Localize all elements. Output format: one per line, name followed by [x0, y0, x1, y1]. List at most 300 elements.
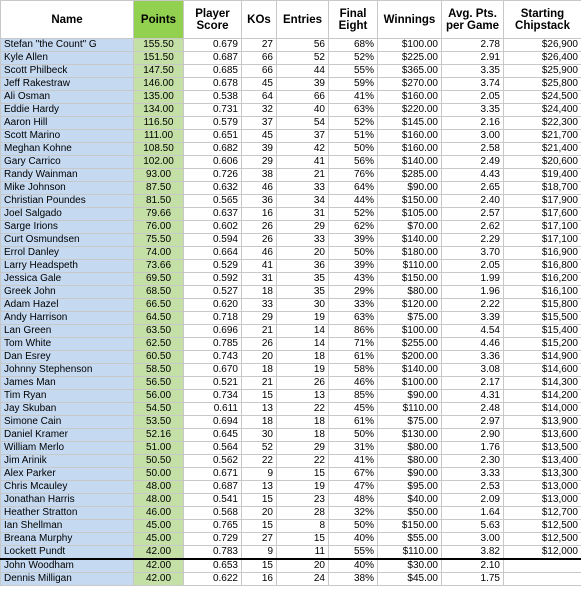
- cell-score[interactable]: 0.568: [184, 507, 242, 520]
- cell-entries[interactable]: 39: [277, 78, 329, 91]
- cell-score[interactable]: 0.670: [184, 364, 242, 377]
- cell-points[interactable]: 155.50: [134, 39, 184, 52]
- cell-winnings[interactable]: $225.00: [378, 52, 442, 65]
- cell-winnings[interactable]: $150.00: [378, 195, 442, 208]
- cell-winnings[interactable]: $110.00: [378, 260, 442, 273]
- cell-winnings[interactable]: $110.00: [378, 546, 442, 560]
- cell-chip[interactable]: $13,000: [504, 494, 581, 507]
- cell-kos[interactable]: 32: [242, 104, 277, 117]
- cell-final[interactable]: 39%: [329, 260, 378, 273]
- cell-kos[interactable]: 9: [242, 468, 277, 481]
- cell-score[interactable]: 0.529: [184, 260, 242, 273]
- cell-winnings[interactable]: $180.00: [378, 247, 442, 260]
- cell-chip[interactable]: $16,100: [504, 286, 581, 299]
- header-starting-chipstack[interactable]: Starting Chipstack: [504, 1, 581, 39]
- cell-points[interactable]: 79.66: [134, 208, 184, 221]
- cell-final[interactable]: 61%: [329, 351, 378, 364]
- cell-name[interactable]: Scott Marino: [1, 130, 134, 143]
- cell-points[interactable]: 135.00: [134, 91, 184, 104]
- cell-avg[interactable]: 2.29: [442, 234, 504, 247]
- cell-name[interactable]: Jeff Rakestraw: [1, 78, 134, 91]
- cell-winnings[interactable]: $150.00: [378, 520, 442, 533]
- cell-winnings[interactable]: $200.00: [378, 351, 442, 364]
- cell-avg[interactable]: 1.76: [442, 442, 504, 455]
- cell-points[interactable]: 42.00: [134, 559, 184, 573]
- cell-name[interactable]: Larry Headspeth: [1, 260, 134, 273]
- cell-winnings[interactable]: $130.00: [378, 429, 442, 442]
- cell-kos[interactable]: 36: [242, 195, 277, 208]
- cell-points[interactable]: 46.00: [134, 507, 184, 520]
- cell-winnings[interactable]: $80.00: [378, 455, 442, 468]
- cell-points[interactable]: 134.00: [134, 104, 184, 117]
- cell-kos[interactable]: 27: [242, 39, 277, 52]
- cell-avg[interactable]: 3.82: [442, 546, 504, 560]
- cell-name[interactable]: Scott Philbeck: [1, 65, 134, 78]
- cell-points[interactable]: 111.00: [134, 130, 184, 143]
- cell-score[interactable]: 0.671: [184, 468, 242, 481]
- cell-kos[interactable]: 37: [242, 117, 277, 130]
- cell-points[interactable]: 93.00: [134, 169, 184, 182]
- cell-score[interactable]: 0.718: [184, 312, 242, 325]
- cell-kos[interactable]: 27: [242, 533, 277, 546]
- cell-kos[interactable]: 15: [242, 520, 277, 533]
- cell-chip[interactable]: $17,100: [504, 234, 581, 247]
- cell-chip[interactable]: $25,800: [504, 78, 581, 91]
- cell-score[interactable]: 0.687: [184, 52, 242, 65]
- cell-final[interactable]: 59%: [329, 78, 378, 91]
- cell-points[interactable]: 151.50: [134, 52, 184, 65]
- cell-winnings[interactable]: $95.00: [378, 481, 442, 494]
- cell-entries[interactable]: 37: [277, 130, 329, 143]
- cell-entries[interactable]: 29: [277, 221, 329, 234]
- cell-final[interactable]: 61%: [329, 416, 378, 429]
- cell-winnings[interactable]: $90.00: [378, 182, 442, 195]
- cell-name[interactable]: Alex Parker: [1, 468, 134, 481]
- cell-name[interactable]: Ian Shellman: [1, 520, 134, 533]
- cell-chip[interactable]: $19,400: [504, 169, 581, 182]
- cell-entries[interactable]: 30: [277, 299, 329, 312]
- cell-avg[interactable]: 4.46: [442, 338, 504, 351]
- cell-chip[interactable]: $15,800: [504, 299, 581, 312]
- cell-avg[interactable]: 3.35: [442, 104, 504, 117]
- cell-kos[interactable]: 18: [242, 364, 277, 377]
- cell-name[interactable]: Christian Poundes: [1, 195, 134, 208]
- cell-winnings[interactable]: $150.00: [378, 273, 442, 286]
- cell-final[interactable]: 41%: [329, 455, 378, 468]
- cell-entries[interactable]: 40: [277, 104, 329, 117]
- cell-points[interactable]: 50.50: [134, 455, 184, 468]
- cell-name[interactable]: Tim Ryan: [1, 390, 134, 403]
- cell-points[interactable]: 73.66: [134, 260, 184, 273]
- cell-avg[interactable]: 2.78: [442, 39, 504, 52]
- cell-points[interactable]: 147.50: [134, 65, 184, 78]
- cell-score[interactable]: 0.632: [184, 182, 242, 195]
- cell-points[interactable]: 53.50: [134, 416, 184, 429]
- cell-final[interactable]: 67%: [329, 468, 378, 481]
- cell-chip[interactable]: $15,500: [504, 312, 581, 325]
- cell-points[interactable]: 52.16: [134, 429, 184, 442]
- cell-kos[interactable]: 16: [242, 208, 277, 221]
- cell-score[interactable]: 0.622: [184, 573, 242, 586]
- cell-kos[interactable]: 15: [242, 494, 277, 507]
- cell-final[interactable]: 55%: [329, 65, 378, 78]
- cell-points[interactable]: 81.50: [134, 195, 184, 208]
- cell-final[interactable]: 58%: [329, 364, 378, 377]
- cell-winnings[interactable]: $160.00: [378, 130, 442, 143]
- cell-final[interactable]: 48%: [329, 494, 378, 507]
- cell-kos[interactable]: 38: [242, 169, 277, 182]
- cell-points[interactable]: 87.50: [134, 182, 184, 195]
- cell-final[interactable]: 29%: [329, 286, 378, 299]
- cell-kos[interactable]: 39: [242, 143, 277, 156]
- cell-final[interactable]: 38%: [329, 573, 378, 586]
- cell-final[interactable]: 31%: [329, 442, 378, 455]
- cell-name[interactable]: Lockett Pundt: [1, 546, 134, 560]
- cell-avg[interactable]: 3.39: [442, 312, 504, 325]
- cell-avg[interactable]: 2.05: [442, 91, 504, 104]
- cell-score[interactable]: 0.565: [184, 195, 242, 208]
- header-name[interactable]: Name: [1, 1, 134, 39]
- cell-avg[interactable]: 2.57: [442, 208, 504, 221]
- cell-final[interactable]: 41%: [329, 91, 378, 104]
- cell-score[interactable]: 0.653: [184, 559, 242, 573]
- cell-avg[interactable]: 2.97: [442, 416, 504, 429]
- cell-entries[interactable]: 14: [277, 325, 329, 338]
- cell-chip[interactable]: [504, 573, 581, 586]
- cell-avg[interactable]: 3.00: [442, 130, 504, 143]
- cell-name[interactable]: Gary Carrico: [1, 156, 134, 169]
- header-player-score[interactable]: Player Score: [184, 1, 242, 39]
- cell-points[interactable]: 45.00: [134, 520, 184, 533]
- cell-final[interactable]: 52%: [329, 208, 378, 221]
- cell-name[interactable]: Curt Osmundsen: [1, 234, 134, 247]
- cell-entries[interactable]: 19: [277, 312, 329, 325]
- cell-entries[interactable]: 56: [277, 39, 329, 52]
- cell-final[interactable]: 76%: [329, 169, 378, 182]
- cell-points[interactable]: 63.50: [134, 325, 184, 338]
- cell-avg[interactable]: 3.33: [442, 468, 504, 481]
- header-entries[interactable]: Entries: [277, 1, 329, 39]
- cell-points[interactable]: 108.50: [134, 143, 184, 156]
- cell-winnings[interactable]: $75.00: [378, 312, 442, 325]
- cell-chip[interactable]: $16,200: [504, 273, 581, 286]
- cell-winnings[interactable]: $75.00: [378, 416, 442, 429]
- cell-avg[interactable]: 2.16: [442, 117, 504, 130]
- cell-name[interactable]: Kyle Allen: [1, 52, 134, 65]
- cell-avg[interactable]: 2.62: [442, 221, 504, 234]
- cell-entries[interactable]: 8: [277, 520, 329, 533]
- cell-score[interactable]: 0.682: [184, 143, 242, 156]
- cell-chip[interactable]: $17,600: [504, 208, 581, 221]
- cell-entries[interactable]: 54: [277, 117, 329, 130]
- header-winnings[interactable]: Winnings: [378, 1, 442, 39]
- cell-avg[interactable]: 3.36: [442, 351, 504, 364]
- cell-winnings[interactable]: $40.00: [378, 494, 442, 507]
- cell-points[interactable]: 56.50: [134, 377, 184, 390]
- cell-score[interactable]: 0.734: [184, 390, 242, 403]
- cell-final[interactable]: 50%: [329, 429, 378, 442]
- cell-entries[interactable]: 22: [277, 403, 329, 416]
- cell-name[interactable]: Errol Danley: [1, 247, 134, 260]
- cell-score[interactable]: 0.606: [184, 156, 242, 169]
- cell-entries[interactable]: 35: [277, 273, 329, 286]
- cell-avg[interactable]: 3.00: [442, 533, 504, 546]
- cell-final[interactable]: 63%: [329, 312, 378, 325]
- cell-final[interactable]: 50%: [329, 247, 378, 260]
- cell-name[interactable]: Breana Murphy: [1, 533, 134, 546]
- cell-points[interactable]: 74.00: [134, 247, 184, 260]
- cell-entries[interactable]: 19: [277, 481, 329, 494]
- cell-winnings[interactable]: $90.00: [378, 390, 442, 403]
- cell-winnings[interactable]: $140.00: [378, 234, 442, 247]
- cell-name[interactable]: Stefan "the Count" G: [1, 39, 134, 52]
- cell-name[interactable]: Randy Wainman: [1, 169, 134, 182]
- cell-final[interactable]: 45%: [329, 403, 378, 416]
- cell-final[interactable]: 85%: [329, 390, 378, 403]
- cell-score[interactable]: 0.785: [184, 338, 242, 351]
- cell-score[interactable]: 0.562: [184, 455, 242, 468]
- cell-kos[interactable]: 46: [242, 182, 277, 195]
- cell-final[interactable]: 55%: [329, 546, 378, 560]
- cell-score[interactable]: 0.637: [184, 208, 242, 221]
- cell-chip[interactable]: $13,500: [504, 442, 581, 455]
- cell-avg[interactable]: 1.96: [442, 286, 504, 299]
- cell-entries[interactable]: 44: [277, 65, 329, 78]
- cell-entries[interactable]: 11: [277, 546, 329, 560]
- cell-kos[interactable]: 21: [242, 325, 277, 338]
- cell-entries[interactable]: 33: [277, 182, 329, 195]
- cell-name[interactable]: Lan Green: [1, 325, 134, 338]
- cell-chip[interactable]: $22,300: [504, 117, 581, 130]
- cell-entries[interactable]: 13: [277, 390, 329, 403]
- cell-chip[interactable]: $13,300: [504, 468, 581, 481]
- cell-kos[interactable]: 15: [242, 559, 277, 573]
- cell-winnings[interactable]: $30.00: [378, 559, 442, 573]
- cell-chip[interactable]: $12,500: [504, 533, 581, 546]
- cell-winnings[interactable]: $220.00: [378, 104, 442, 117]
- cell-winnings[interactable]: $110.00: [378, 403, 442, 416]
- cell-points[interactable]: 60.50: [134, 351, 184, 364]
- cell-entries[interactable]: 15: [277, 468, 329, 481]
- cell-avg[interactable]: 4.43: [442, 169, 504, 182]
- cell-avg[interactable]: 3.08: [442, 364, 504, 377]
- cell-name[interactable]: Daniel Kramer: [1, 429, 134, 442]
- cell-final[interactable]: 43%: [329, 273, 378, 286]
- cell-kos[interactable]: 15: [242, 390, 277, 403]
- cell-final[interactable]: 52%: [329, 117, 378, 130]
- cell-points[interactable]: 102.00: [134, 156, 184, 169]
- cell-chip[interactable]: $17,900: [504, 195, 581, 208]
- cell-entries[interactable]: 15: [277, 533, 329, 546]
- cell-points[interactable]: 64.50: [134, 312, 184, 325]
- cell-avg[interactable]: 2.48: [442, 403, 504, 416]
- cell-score[interactable]: 0.731: [184, 104, 242, 117]
- cell-score[interactable]: 0.783: [184, 546, 242, 560]
- cell-entries[interactable]: 35: [277, 286, 329, 299]
- cell-avg[interactable]: 3.35: [442, 65, 504, 78]
- cell-final[interactable]: 40%: [329, 533, 378, 546]
- cell-winnings[interactable]: $160.00: [378, 143, 442, 156]
- cell-kos[interactable]: 66: [242, 65, 277, 78]
- cell-avg[interactable]: 2.58: [442, 143, 504, 156]
- cell-winnings[interactable]: $270.00: [378, 78, 442, 91]
- cell-winnings[interactable]: $80.00: [378, 442, 442, 455]
- cell-entries[interactable]: 33: [277, 234, 329, 247]
- cell-kos[interactable]: 29: [242, 156, 277, 169]
- cell-chip[interactable]: $13,600: [504, 429, 581, 442]
- cell-name[interactable]: Ali Osman: [1, 91, 134, 104]
- cell-final[interactable]: 47%: [329, 481, 378, 494]
- cell-chip[interactable]: $15,400: [504, 325, 581, 338]
- cell-points[interactable]: 146.00: [134, 78, 184, 91]
- cell-chip[interactable]: $26,400: [504, 52, 581, 65]
- cell-winnings[interactable]: $100.00: [378, 325, 442, 338]
- cell-final[interactable]: 63%: [329, 104, 378, 117]
- cell-avg[interactable]: 1.64: [442, 507, 504, 520]
- cell-points[interactable]: 48.00: [134, 494, 184, 507]
- cell-score[interactable]: 0.645: [184, 429, 242, 442]
- cell-final[interactable]: 50%: [329, 520, 378, 533]
- cell-points[interactable]: 76.00: [134, 221, 184, 234]
- cell-avg[interactable]: 4.31: [442, 390, 504, 403]
- cell-entries[interactable]: 24: [277, 573, 329, 586]
- cell-kos[interactable]: 46: [242, 247, 277, 260]
- cell-winnings[interactable]: $70.00: [378, 221, 442, 234]
- cell-chip[interactable]: $14,900: [504, 351, 581, 364]
- cell-avg[interactable]: 2.90: [442, 429, 504, 442]
- cell-final[interactable]: 46%: [329, 377, 378, 390]
- cell-score[interactable]: 0.521: [184, 377, 242, 390]
- header-final-eight[interactable]: Final Eight: [329, 1, 378, 39]
- cell-kos[interactable]: 22: [242, 455, 277, 468]
- cell-kos[interactable]: 41: [242, 260, 277, 273]
- cell-final[interactable]: 32%: [329, 507, 378, 520]
- cell-kos[interactable]: 16: [242, 573, 277, 586]
- cell-kos[interactable]: 26: [242, 221, 277, 234]
- cell-score[interactable]: 0.685: [184, 65, 242, 78]
- cell-winnings[interactable]: $140.00: [378, 156, 442, 169]
- cell-final[interactable]: 62%: [329, 221, 378, 234]
- cell-points[interactable]: 48.00: [134, 481, 184, 494]
- cell-kos[interactable]: 9: [242, 546, 277, 560]
- cell-score[interactable]: 0.541: [184, 494, 242, 507]
- cell-score[interactable]: 0.564: [184, 442, 242, 455]
- cell-kos[interactable]: 26: [242, 338, 277, 351]
- cell-name[interactable]: Heather Stratton: [1, 507, 134, 520]
- cell-final[interactable]: 52%: [329, 52, 378, 65]
- cell-avg[interactable]: 4.54: [442, 325, 504, 338]
- cell-points[interactable]: 51.00: [134, 442, 184, 455]
- cell-entries[interactable]: 21: [277, 169, 329, 182]
- cell-entries[interactable]: 20: [277, 247, 329, 260]
- cell-kos[interactable]: 20: [242, 351, 277, 364]
- cell-score[interactable]: 0.687: [184, 481, 242, 494]
- cell-chip[interactable]: $12,000: [504, 546, 581, 560]
- cell-chip[interactable]: $16,900: [504, 247, 581, 260]
- cell-points[interactable]: 56.00: [134, 390, 184, 403]
- cell-entries[interactable]: 28: [277, 507, 329, 520]
- cell-name[interactable]: Jim Arinik: [1, 455, 134, 468]
- cell-chip[interactable]: $13,400: [504, 455, 581, 468]
- cell-avg[interactable]: 2.53: [442, 481, 504, 494]
- cell-kos[interactable]: 64: [242, 91, 277, 104]
- cell-name[interactable]: Greek John: [1, 286, 134, 299]
- cell-entries[interactable]: 34: [277, 195, 329, 208]
- cell-name[interactable]: Aaron Hill: [1, 117, 134, 130]
- cell-avg[interactable]: 2.22: [442, 299, 504, 312]
- cell-name[interactable]: Johnny Stephenson: [1, 364, 134, 377]
- cell-kos[interactable]: 66: [242, 52, 277, 65]
- cell-name[interactable]: Simone Cain: [1, 416, 134, 429]
- cell-points[interactable]: 54.50: [134, 403, 184, 416]
- cell-kos[interactable]: 13: [242, 481, 277, 494]
- cell-winnings[interactable]: $50.00: [378, 507, 442, 520]
- cell-avg[interactable]: 2.40: [442, 195, 504, 208]
- cell-entries[interactable]: 26: [277, 377, 329, 390]
- cell-chip[interactable]: $14,200: [504, 390, 581, 403]
- cell-winnings[interactable]: $100.00: [378, 377, 442, 390]
- cell-points[interactable]: 42.00: [134, 546, 184, 560]
- cell-final[interactable]: 40%: [329, 559, 378, 573]
- cell-avg[interactable]: 2.10: [442, 559, 504, 573]
- cell-avg[interactable]: 5.63: [442, 520, 504, 533]
- cell-name[interactable]: Meghan Kohne: [1, 143, 134, 156]
- cell-winnings[interactable]: $255.00: [378, 338, 442, 351]
- cell-score[interactable]: 0.527: [184, 286, 242, 299]
- cell-name[interactable]: Eddie Hardy: [1, 104, 134, 117]
- cell-winnings[interactable]: $100.00: [378, 39, 442, 52]
- cell-name[interactable]: William Merlo: [1, 442, 134, 455]
- cell-winnings[interactable]: $140.00: [378, 364, 442, 377]
- cell-name[interactable]: Adam Hazel: [1, 299, 134, 312]
- cell-avg[interactable]: 2.65: [442, 182, 504, 195]
- cell-points[interactable]: 45.00: [134, 533, 184, 546]
- cell-points[interactable]: 62.50: [134, 338, 184, 351]
- cell-winnings[interactable]: $80.00: [378, 286, 442, 299]
- cell-kos[interactable]: 45: [242, 130, 277, 143]
- cell-chip[interactable]: $21,700: [504, 130, 581, 143]
- cell-final[interactable]: 51%: [329, 130, 378, 143]
- cell-chip[interactable]: $24,400: [504, 104, 581, 117]
- cell-winnings[interactable]: $45.00: [378, 573, 442, 586]
- cell-kos[interactable]: 52: [242, 442, 277, 455]
- cell-chip[interactable]: $24,500: [504, 91, 581, 104]
- cell-kos[interactable]: 21: [242, 377, 277, 390]
- cell-avg[interactable]: 1.99: [442, 273, 504, 286]
- cell-score[interactable]: 0.664: [184, 247, 242, 260]
- cell-score[interactable]: 0.651: [184, 130, 242, 143]
- header-points[interactable]: Points: [134, 1, 184, 39]
- cell-winnings[interactable]: $90.00: [378, 468, 442, 481]
- cell-kos[interactable]: 13: [242, 403, 277, 416]
- cell-entries[interactable]: 23: [277, 494, 329, 507]
- cell-name[interactable]: Andy Harrison: [1, 312, 134, 325]
- cell-score[interactable]: 0.592: [184, 273, 242, 286]
- cell-points[interactable]: 75.50: [134, 234, 184, 247]
- cell-score[interactable]: 0.729: [184, 533, 242, 546]
- cell-entries[interactable]: 41: [277, 156, 329, 169]
- cell-chip[interactable]: $21,400: [504, 143, 581, 156]
- cell-chip[interactable]: [504, 559, 581, 573]
- cell-final[interactable]: 50%: [329, 143, 378, 156]
- cell-avg[interactable]: 2.49: [442, 156, 504, 169]
- cell-chip[interactable]: $25,900: [504, 65, 581, 78]
- cell-entries[interactable]: 22: [277, 455, 329, 468]
- cell-name[interactable]: Jay Skuban: [1, 403, 134, 416]
- cell-entries[interactable]: 14: [277, 338, 329, 351]
- cell-name[interactable]: Tom White: [1, 338, 134, 351]
- cell-final[interactable]: 56%: [329, 156, 378, 169]
